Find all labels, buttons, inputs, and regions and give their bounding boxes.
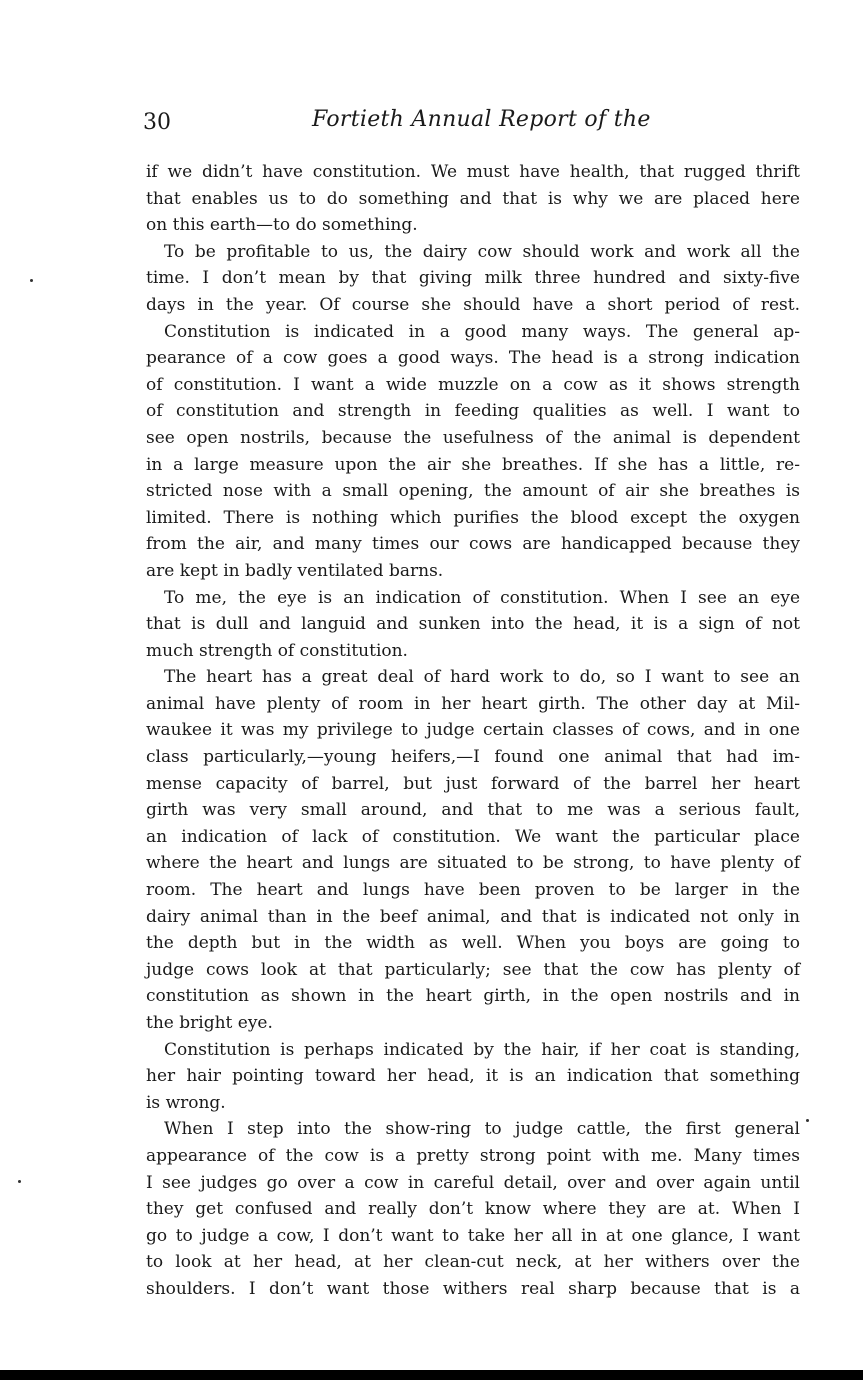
text-line: room. The heart and lungs have been proven to be larger in the <box>146 880 800 901</box>
text-line: To me, the eye is an indication of constitution. When I see an eye <box>164 587 800 608</box>
text-line: I see judges go over a cow in careful detail, over and over again until <box>146 1172 800 1193</box>
text-line: class particularly,—young heifers,—I found one animal that had im- <box>146 747 800 768</box>
text-line: see open nostrils, because the usefulness of the animal is dependent <box>146 427 800 448</box>
text-line: much strength of constitution. <box>146 640 408 661</box>
text-line: The heart has a great deal of hard work to do, so I want to see an <box>164 667 800 688</box>
paragraph <box>146 319 800 585</box>
text-line: of constitution. I want a wide muzzle on a cow as it shows strength <box>146 374 800 395</box>
text-line: if we didn’t have constitution. We must have health, that rugged thrift <box>146 162 800 182</box>
paragraph <box>146 664 800 1036</box>
text-line: To be profitable to us, the dairy cow should work and work all the <box>164 241 800 262</box>
text-line: shoulders. I don’t want those withers real sharp because that is a <box>146 1278 800 1299</box>
text-line: mense capacity of barrel, but just forward of the barrel her heart <box>146 773 800 794</box>
paragraph <box>146 1116 800 1302</box>
running-title: Fortieth Annual Report of the <box>312 107 651 132</box>
text-line: an indication of lack of constitution. We want the particular place <box>146 826 800 847</box>
print-speck <box>30 279 33 282</box>
text-line: pearance of a cow goes a good ways. The head is a strong indication <box>146 348 800 369</box>
text-line: When I step into the show-ring to judge cattle, the first general <box>164 1119 800 1140</box>
text-line: the depth but in the width as well. When you boys are going to <box>146 933 800 954</box>
paragraph <box>146 159 800 239</box>
text-line: in a large measure upon the air she breathes. If she has a little, re- <box>146 454 800 475</box>
text-line: that is dull and languid and sunken into the head, it is a sign of not <box>146 614 800 635</box>
paragraph <box>146 585 800 665</box>
text-line: go to judge a cow, I don’t want to take her all in at one glance, I want <box>146 1225 800 1246</box>
print-speck <box>18 1180 21 1183</box>
text-line: her hair pointing toward her head, it is an indication that something <box>146 1066 800 1087</box>
text-line: judge cows look at that particularly; see that the cow has plenty of <box>146 959 800 980</box>
text-line: animal have plenty of room in her heart girth. The other day at Mil- <box>146 693 800 714</box>
text-line: waukee it was my privilege to judge certain classes of cows, and in one <box>146 720 800 741</box>
text-line: to look at her head, at her clean-cut neck, at her withers over the <box>146 1252 800 1273</box>
text-line: constitution as shown in the heart girth, in the open nostrils and in <box>146 986 800 1007</box>
page-number: 30 <box>143 110 171 135</box>
text-line: are kept in badly ventilated barns. <box>146 560 444 581</box>
paragraph <box>146 1037 800 1117</box>
text-line: that enables us to do something and that is why we are placed here <box>146 188 800 209</box>
text-line: from the air, and many times our cows are handicapped because they <box>146 534 800 555</box>
text-line: time. I don’t mean by that giving milk three hundred and sixty-five <box>146 268 800 289</box>
text-line: is wrong. <box>146 1092 226 1113</box>
scan-bottom-edge <box>0 1370 863 1380</box>
text-line: the bright eye. <box>146 1013 273 1033</box>
text-line: Constitution is perhaps indicated by the hair, if her coat is standing, <box>164 1039 800 1060</box>
text-line: where the heart and lungs are situated to be strong, to have plenty of <box>146 853 800 874</box>
text-line: days in the year. Of course she should have a short period of rest. <box>146 294 800 315</box>
text-line: Constitution is indicated in a good many ways. The general ap- <box>164 321 800 342</box>
print-speck <box>806 1119 809 1122</box>
text-line: dairy animal than in the beef animal, and that is indicated not only in <box>146 906 800 927</box>
paragraph <box>146 239 800 319</box>
text-line: on this earth—to do something. <box>146 215 418 236</box>
text-line: girth was very small around, and that to me was a serious fault, <box>146 800 800 821</box>
text-line: of constitution and strength in feeding qualities as well. I want to <box>146 401 800 422</box>
text-line: appearance of the cow is a pretty strong point with me. Many times <box>146 1145 800 1166</box>
text-line: limited. There is nothing which purifies the blood except the oxygen <box>146 507 800 528</box>
text-line: stricted nose with a small opening, the amount of air she breathes is <box>146 481 800 502</box>
body-text <box>146 159 800 1303</box>
text-line: they get confused and really don’t know where they are at. When I <box>146 1199 800 1220</box>
